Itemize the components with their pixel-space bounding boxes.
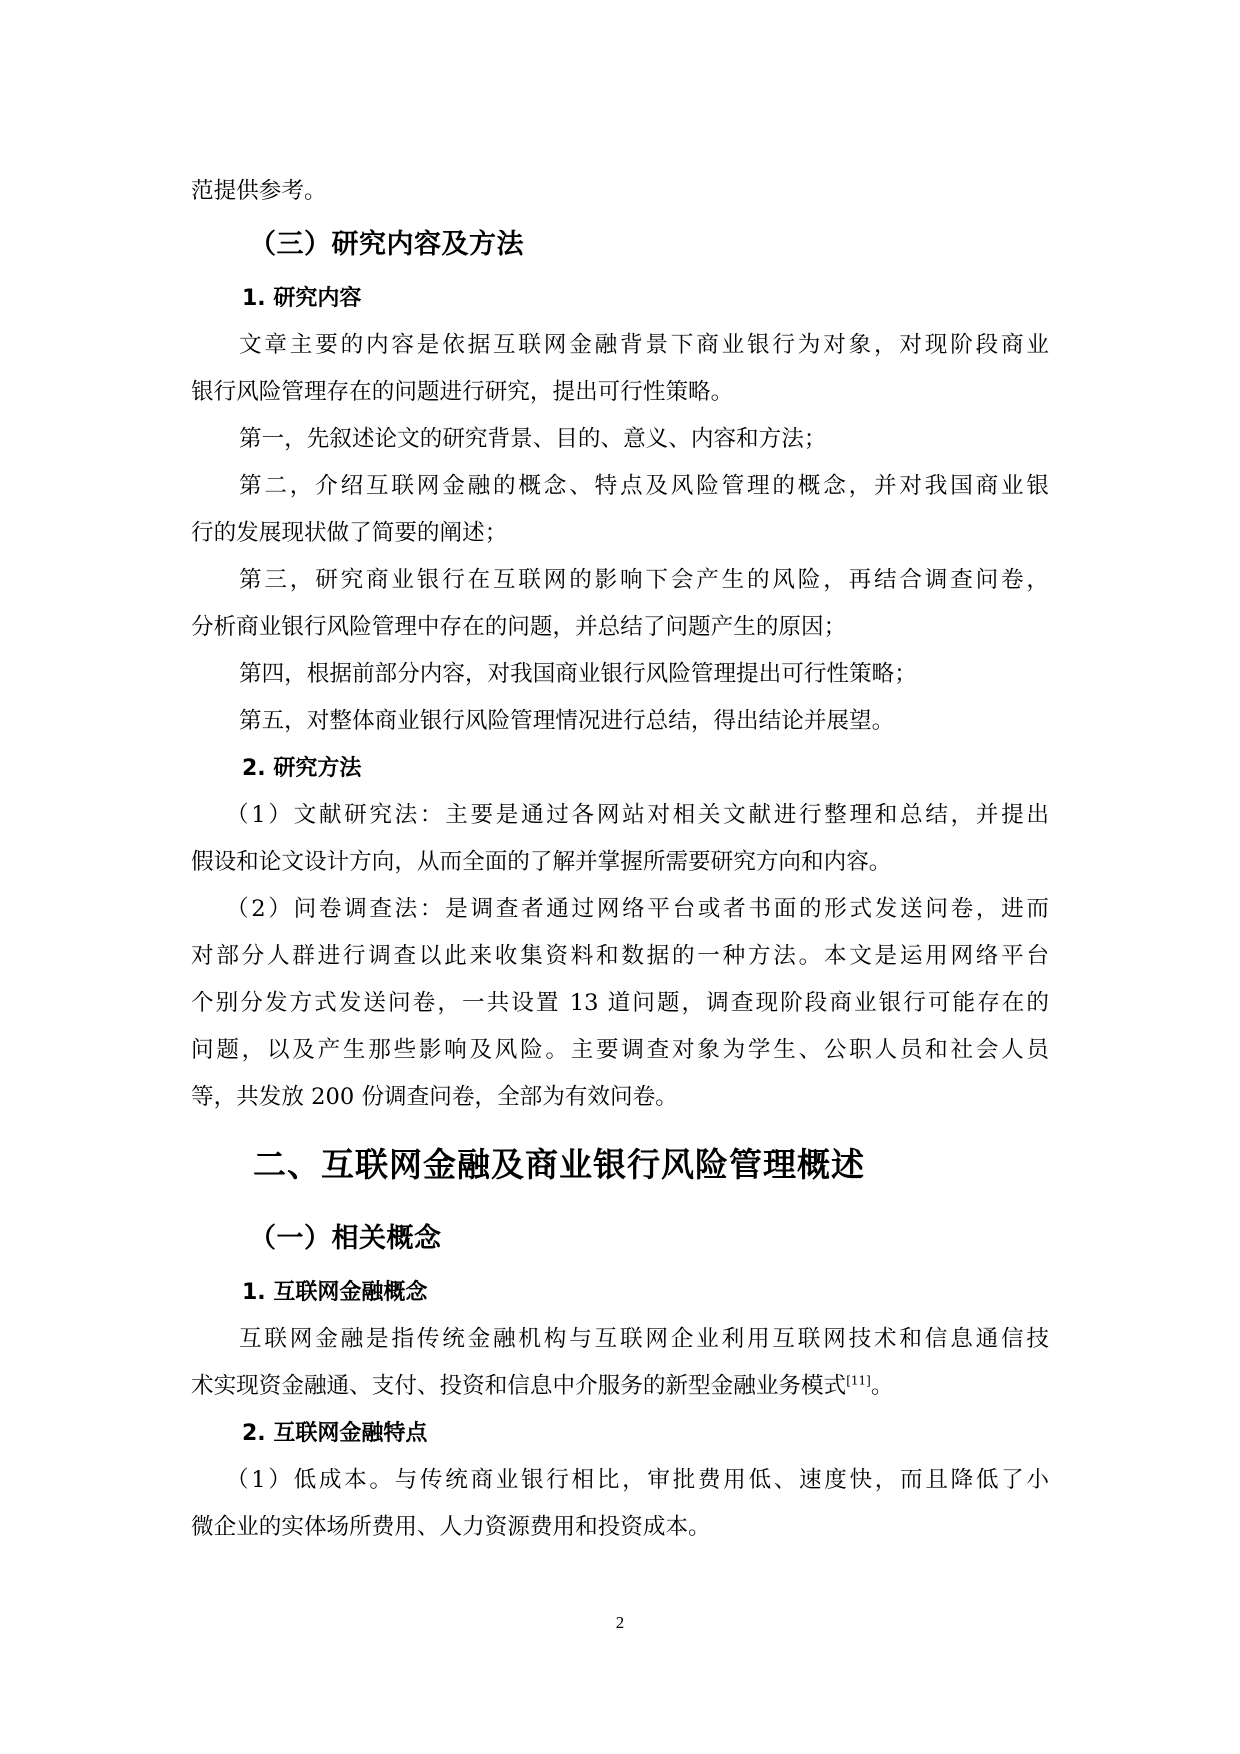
paragraph-line: （2）问卷调查法：是调查者通过网络平台或者书面的形式发送问卷，进而 bbox=[226, 896, 1049, 922]
subsection-heading-internet-finance-concept: 1. 互联网金融概念 bbox=[242, 1280, 428, 1305]
section-heading-research-content-methods: （三）研究内容及方法 bbox=[249, 229, 524, 260]
paragraph-line: 假设和论文设计方向，从而全面的了解并掌握所需要研究方向和内容。 bbox=[191, 849, 892, 875]
paragraph-line: 对部分人群进行调查以此来收集资料和数据的一种方法。本文是运用网络平台 bbox=[191, 943, 1049, 969]
paragraph-line: 范提供参考。 bbox=[191, 178, 327, 204]
paragraph-line: 微企业的实体场所费用、人力资源费用和投资成本。 bbox=[191, 1514, 711, 1540]
paragraph-line: 问题，以及产生那些影响及风险。主要调查对象为学生、公职人员和社会人员 bbox=[191, 1037, 1049, 1063]
paragraph-line: 第五，对整体商业银行风险管理情况进行总结，得出结论并展望。 bbox=[239, 708, 895, 734]
subsection-heading-research-methods: 2. 研究方法 bbox=[242, 756, 362, 781]
paragraph-text: 。 bbox=[870, 1373, 894, 1399]
paragraph-line: 第四，根据前部分内容，对我国商业银行风险管理提出可行性策略； bbox=[239, 661, 917, 687]
page-number: 2 bbox=[615, 1613, 625, 1632]
paragraph-line: 互联网金融是指传统金融机构与互联网企业利用互联网技术和信息通信技 bbox=[239, 1326, 1049, 1352]
paragraph-line: （1）低成本。与传统商业银行相比，审批费用低、速度快，而且降低了小 bbox=[226, 1467, 1049, 1493]
paragraph-line: 第二，介绍互联网金融的概念、特点及风险管理的概念，并对我国商业银 bbox=[239, 473, 1049, 499]
section-heading-related-concepts: （一）相关概念 bbox=[249, 1223, 442, 1254]
citation-reference: [11] bbox=[846, 1373, 871, 1388]
paragraph-line: 银行风险管理存在的问题进行研究，提出可行性策略。 bbox=[191, 379, 734, 405]
paragraph-text: 术实现资金融通、支付、投资和信息中介服务的新型金融业务模式 bbox=[191, 1373, 847, 1399]
paragraph-line: 第三，研究商业银行在互联网的影响下会产生的风险，再结合调查问卷， bbox=[239, 567, 1049, 593]
subsection-heading-research-content: 1. 研究内容 bbox=[242, 286, 362, 311]
subsection-heading-internet-finance-features: 2. 互联网金融特点 bbox=[242, 1421, 428, 1446]
paragraph-line: （1）文献研究法：主要是通过各网站对相关文献进行整理和总结，并提出 bbox=[226, 802, 1049, 828]
paragraph-line: 第一，先叙述论文的研究背景、目的、意义、内容和方法； bbox=[239, 426, 827, 452]
paragraph-line: 等，共发放 200 份调查问卷，全部为有效问卷。 bbox=[191, 1084, 678, 1110]
chapter-heading: 二、互联网金融及商业银行风险管理概述 bbox=[253, 1145, 865, 1184]
paragraph-line bbox=[191, 1363, 1049, 1410]
paragraph-line: 分析商业银行风险管理中存在的问题，并总结了问题产生的原因； bbox=[191, 614, 847, 640]
page-body bbox=[191, 168, 1049, 1551]
paragraph-line: 行的发展现状做了简要的阐述； bbox=[191, 520, 508, 546]
paragraph-line: 文章主要的内容是依据互联网金融背景下商业银行为对象，对现阶段商业 bbox=[239, 332, 1049, 358]
paragraph-line: 个别分发方式发送问卷，一共设置 13 道问题，调查现阶段商业银行可能存在的 bbox=[191, 990, 1049, 1016]
